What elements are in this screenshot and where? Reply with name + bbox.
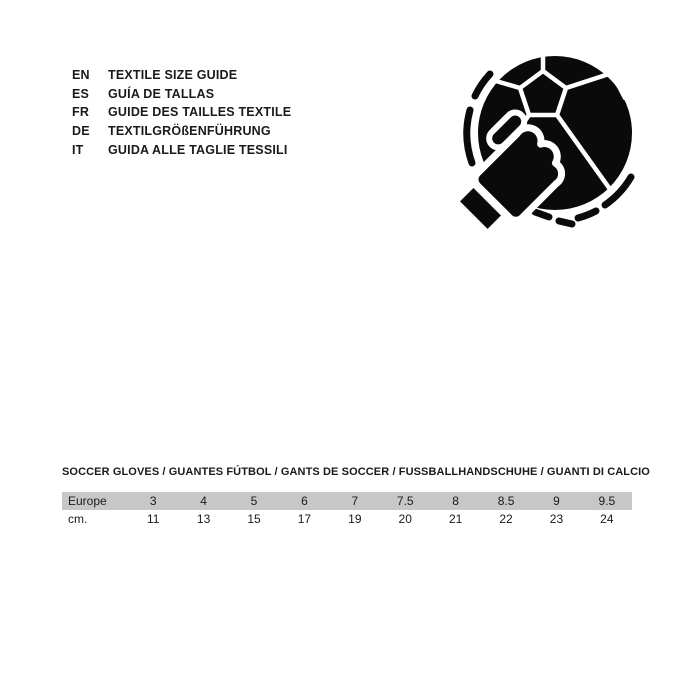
size-cell: 22 [499, 512, 513, 526]
table-row-cm [62, 510, 632, 528]
size-cell: 15 [247, 512, 261, 526]
guide-title-fr: GUIDE DES TAILLES TEXTILE [108, 105, 292, 120]
size-cell: 13 [196, 512, 211, 526]
list-item [72, 103, 291, 122]
size-cell: 11 [146, 512, 160, 526]
size-cell: 6 [301, 494, 308, 508]
size-cell: 17 [297, 512, 312, 526]
goalkeeper-glove-ball-icon [455, 40, 650, 245]
size-cell: 23 [549, 512, 564, 526]
size-cell: 21 [448, 512, 463, 526]
guide-title-de: TEXTILGRÖßENFÜHRUNG [108, 124, 271, 139]
size-cell: 24 [600, 512, 614, 526]
size-cell: 9.5 [598, 494, 616, 508]
size-cell: 7.5 [396, 494, 414, 508]
size-cell: 20 [398, 512, 412, 526]
table-row-europe [62, 492, 632, 510]
size-cell: 8.5 [497, 494, 515, 508]
row-label-cm: cm. [68, 512, 88, 526]
size-cell: 9 [553, 494, 560, 508]
list-item [72, 85, 291, 104]
list-item [72, 140, 291, 159]
size-table [62, 466, 650, 528]
size-cell: 4 [200, 494, 207, 508]
list-item [72, 66, 291, 85]
size-cell: 19 [348, 512, 362, 526]
size-cell: 5 [250, 494, 258, 508]
guide-title-it: GUIDA ALLE TAGLIE TESSILI [108, 142, 288, 157]
size-table-title: SOCCER GLOVES / GUANTES FÚTBOL / GANTS DE SOCCER / FUSSBALLHANDSCHUHE / GUANTI DI CALCIO [62, 466, 650, 478]
size-cell: 8 [452, 494, 459, 508]
language-guide-list [72, 66, 291, 159]
list-item [72, 122, 291, 141]
guide-title-es: GUÍA DE TALLAS [108, 86, 215, 101]
language-code: ES [72, 86, 90, 101]
language-code: IT [72, 142, 84, 157]
language-code: FR [72, 105, 90, 120]
guide-title-en: TEXTILE SIZE GUIDE [108, 68, 238, 83]
size-cell: 3 [149, 494, 157, 508]
language-code: DE [72, 124, 90, 139]
language-code: EN [72, 68, 90, 83]
size-cell: 7 [351, 494, 359, 508]
row-label-europe: Europe [68, 494, 107, 508]
